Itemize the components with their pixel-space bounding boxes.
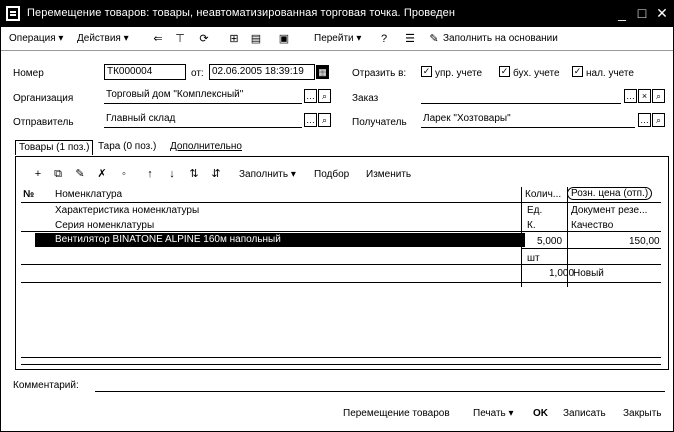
save-button[interactable]: Записать	[563, 408, 606, 419]
number-field[interactable]: ТК000004	[104, 64, 186, 80]
close-form-button[interactable]: Закрыть	[623, 408, 662, 419]
grid-header-bottom	[21, 231, 661, 232]
title-bar	[1, 1, 673, 27]
row-price[interactable]: 150,00	[629, 236, 660, 247]
order-clear-icon[interactable]: ×	[638, 89, 651, 103]
col-quality-header[interactable]: Качество	[571, 220, 614, 231]
end-edit-icon[interactable]: ◦	[122, 168, 126, 180]
tree-icon[interactable]: ⊞	[229, 33, 239, 45]
order-field[interactable]	[421, 88, 621, 104]
bottom-bar	[1, 403, 673, 431]
col-docrez-header[interactable]: Документ резе...	[571, 205, 648, 216]
row-nomenclature: Вентилятор BINATONE ALPINE 160м напольный	[55, 234, 281, 245]
list-icon[interactable]: ☰	[405, 33, 415, 45]
grid-bottom-line	[21, 357, 661, 358]
number-label: Номер	[13, 68, 44, 79]
ok-button[interactable]: OK	[533, 408, 548, 419]
sender-label: Отправитель	[13, 117, 74, 128]
tab-additional[interactable]: Дополнительно	[170, 141, 242, 152]
structure-icon[interactable]: ⊤	[175, 33, 185, 45]
row-line-1	[521, 248, 661, 249]
col-series-header[interactable]: Серия номенклатуры	[55, 220, 155, 231]
refresh-icon[interactable]: ⟳	[199, 33, 209, 45]
fill-by-base-button[interactable]: Заполнить на основании	[443, 33, 558, 44]
order-search-icon[interactable]: ⌕	[652, 89, 665, 103]
row-unit[interactable]: шт	[527, 253, 540, 264]
buh-label: бух. учете	[513, 68, 560, 79]
tab-tara[interactable]: Тара (0 поз.)	[98, 141, 157, 152]
change-button[interactable]: Изменить	[366, 169, 412, 180]
sender-search-icon[interactable]: ⌕	[318, 113, 331, 127]
organization-field[interactable]: Торговый дом "Комплексный"	[104, 88, 302, 104]
sort-desc-icon[interactable]: ⇵	[211, 168, 221, 180]
order-label: Заказ	[352, 93, 379, 104]
main-toolbar	[1, 29, 673, 51]
sender-field[interactable]: Главный склад	[104, 112, 302, 128]
move-up-icon[interactable]: ↑	[147, 168, 153, 180]
print-menu[interactable]: Печать ▾	[473, 408, 514, 419]
goto-menu[interactable]: Перейти ▾	[314, 33, 362, 44]
nal-checkbox[interactable]: ✓	[573, 66, 582, 76]
help-icon[interactable]: ?	[380, 33, 388, 45]
print-preview-icon[interactable]: ▣	[278, 33, 290, 45]
receiver-select-button[interactable]: …	[640, 115, 649, 125]
fill-base-icon: ✎	[429, 33, 439, 45]
sort-asc-icon[interactable]: ⇅	[189, 168, 199, 180]
arrow-icon[interactable]: ⇐	[153, 33, 163, 45]
col-number-header[interactable]: №	[23, 189, 35, 200]
upr-checkbox[interactable]: ✓	[422, 66, 431, 76]
row-line-2	[21, 264, 661, 265]
edit-row-icon[interactable]: ✎	[75, 168, 85, 180]
org-select-button[interactable]: …	[306, 91, 315, 101]
row-k[interactable]: 1,000	[549, 268, 575, 279]
receiver-label: Получатель	[352, 117, 407, 128]
move-goods-button[interactable]: Перемещение товаров	[343, 408, 450, 419]
comment-field[interactable]	[95, 376, 665, 392]
window-title: Перемещение товаров: товары, неавтоматизированная торговая точка. Проведен	[27, 7, 455, 19]
grid-scroll-line	[21, 364, 661, 365]
col-k-header[interactable]: К.	[527, 220, 536, 231]
maximize-button[interactable]: □	[637, 5, 647, 21]
select-button[interactable]: Подбор	[314, 169, 350, 180]
col-price-header[interactable]: Розн. цена (отп.)	[567, 187, 652, 200]
sender-select-button[interactable]: …	[306, 115, 315, 125]
buh-checkbox[interactable]: ✓	[500, 66, 509, 76]
order-select-button[interactable]: …	[626, 91, 635, 101]
col-characteristic-header[interactable]: Характеристика номенклатуры	[55, 205, 200, 216]
move-down-icon[interactable]: ↓	[169, 168, 175, 180]
minimize-button[interactable]: _	[618, 5, 626, 21]
col-unit-header[interactable]: Ед.	[527, 205, 543, 216]
receiver-field[interactable]: Ларек "Хозтовары"	[421, 112, 635, 128]
receiver-search-icon[interactable]: ⌕	[652, 113, 665, 127]
grid-header-line	[21, 202, 661, 203]
row-quality[interactable]: Новый	[573, 268, 604, 279]
calendar-icon[interactable]: ▦	[316, 65, 329, 79]
nal-label: нал. учете	[586, 68, 634, 79]
col-nomenclature-header[interactable]: Номенклатура	[55, 189, 123, 200]
close-button[interactable]: ✕	[656, 5, 668, 21]
copy-row-icon[interactable]: ⧉	[54, 168, 62, 180]
comment-label: Комментарий:	[13, 380, 79, 391]
row-quantity[interactable]: 5,000	[537, 236, 563, 247]
row-line-3	[21, 282, 661, 283]
reflect-label: Отразить в:	[352, 68, 407, 79]
org-search-icon[interactable]: ⌕	[318, 89, 331, 103]
date-field[interactable]: 02.06.2005 18:39:19	[209, 64, 315, 80]
document-icon	[6, 6, 20, 21]
document-movements-icon[interactable]: ▤	[250, 33, 262, 45]
operation-menu[interactable]: Операция ▾	[9, 33, 64, 44]
delete-row-icon[interactable]: ✗	[97, 168, 107, 180]
col-quantity-header[interactable]: Колич...	[525, 189, 562, 200]
actions-menu[interactable]: Действия ▾	[77, 33, 129, 44]
fill-menu[interactable]: Заполнить ▾	[239, 169, 296, 180]
organization-label: Организация	[13, 93, 74, 104]
add-row-icon[interactable]: +	[34, 168, 42, 180]
table-row-selected[interactable]	[35, 233, 525, 247]
tab-goods[interactable]: Товары (1 поз.)	[15, 140, 93, 155]
date-label: от:	[191, 68, 204, 79]
upr-label: упр. учете	[435, 68, 483, 79]
